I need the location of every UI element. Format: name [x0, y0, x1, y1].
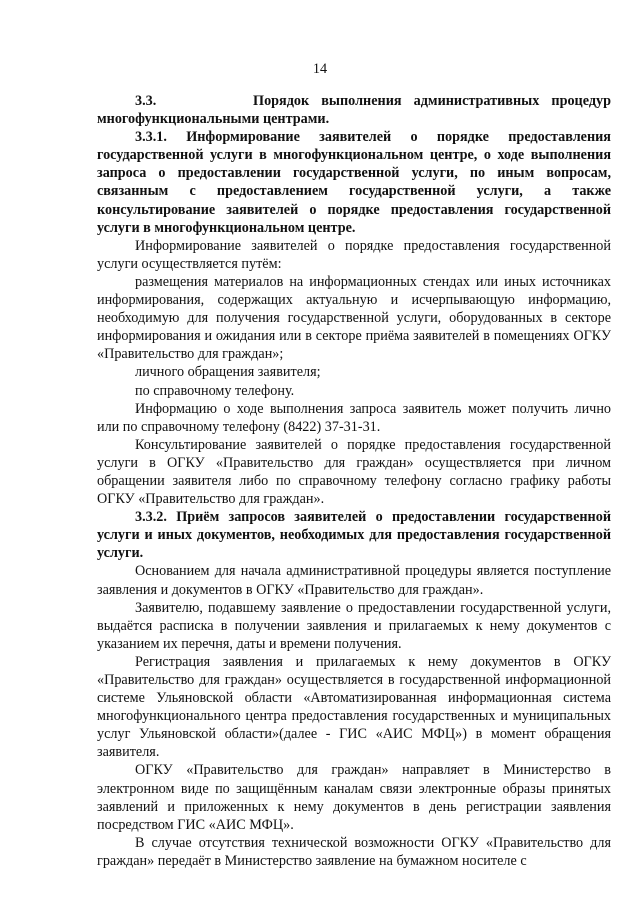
document-body — [97, 92, 611, 870]
paragraph: В случае отсутствия технической возможности ОГКУ «Правительство для граждан» передаёт в Министерство заявление на бумажном носителе с — [97, 834, 611, 869]
paragraph: Информирование заявителей о порядке предоставления государственной услуги осуществляется путём: — [97, 237, 611, 272]
paragraph: Регистрация заявления и прилагаемых к нему документов в ОГКУ «Правительство для граждан» осуществляется в государственной информационной системе Ульяновской области «Автоматизированная информационная система многофункционального центра предоставления государственных и муниципальных услуг Ульяновской области»(далее - ГИС «АИС МФЦ») в момент обращения заявителя. — [97, 653, 611, 761]
subsection-heading-3-3-2: 3.3.2. Приём запросов заявителей о предоставлении государственной услуги и иных документов, необходимых для предоставления государственной услуги. — [97, 509, 611, 562]
paragraph: Заявителю, подавшему заявление о предоставлении государственной услуги, выдаётся расписка в получении заявления и прилагаемых к нему документов с указанием их перечня, даты и времени получения. — [97, 599, 611, 652]
section-heading-3-3: 3.3. Порядок выполнения административных процедур многофункциональными центрами. — [97, 93, 611, 128]
paragraph: Информацию о ходе выполнения запроса заявитель может получить лично или по справочному телефону (8422) 37-31-31. — [97, 400, 611, 435]
page-number: 14 — [312, 61, 328, 77]
paragraph: по справочному телефону. — [135, 382, 295, 399]
paragraph: Консультирование заявителей о порядке предоставления государственной услуги в ОГКУ «Правительство для граждан» осуществляется при личном обращении заявителя либо по справочному телефону согласно графику работы ОГКУ «Правительство для граждан». — [97, 436, 611, 508]
paragraph: ОГКУ «Правительство для граждан» направляет в Министерство в электронном виде по защищённым каналам связи электронные образы принятых заявлений и приложенных к нему документов в день регистрации заявления посредством ГИС «АИС МФЦ». — [97, 762, 611, 833]
paragraph: размещения материалов на информационных стендах или иных источниках информирования, содержащих актуальную и исчерпывающую информацию, необходимую для получения государственной услуги, оборудованных в секторе информирования и ожидания или в секторе приёма заявителей в помещениях ОГКУ «Правительство для граждан»; — [97, 273, 611, 363]
paragraph: личного обращения заявителя; — [135, 364, 321, 381]
paragraph: Основанием для начала административной процедуры является поступление заявления и документов в ОГКУ «Правительство для граждан». — [97, 563, 611, 598]
subsection-heading-3-3-1: 3.3.1. Информирование заявителей о порядке предоставления государственной услуги в многофункциональном центре, о ходе выполнения запроса о предоставлении государственной услуги, по иным вопросам, связанным с предоставлением государственной услуги, а также консультирование заявителей о порядке предоставления государственной услуги в многофункциональном центре. — [97, 129, 611, 236]
